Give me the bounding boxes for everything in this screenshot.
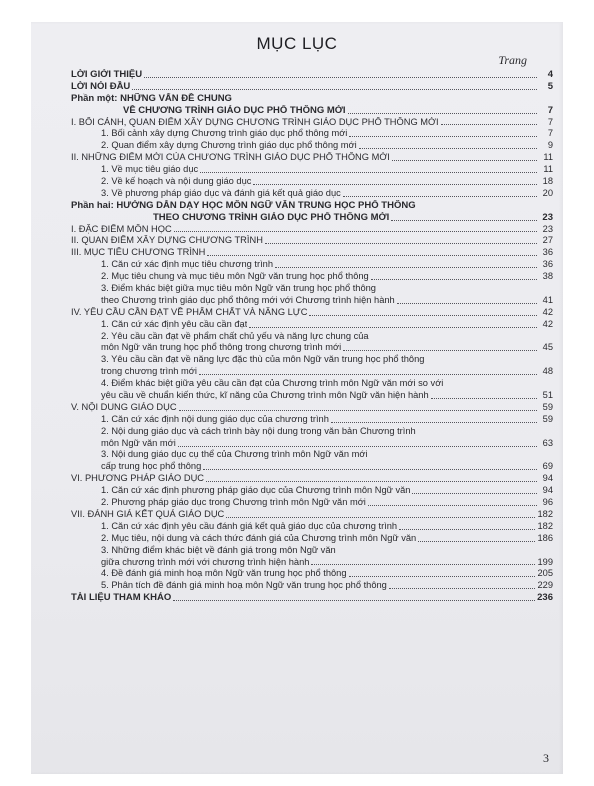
dot-leader bbox=[178, 446, 537, 447]
dot-leader bbox=[412, 493, 537, 494]
toc-entry-page-number: 42 bbox=[542, 306, 553, 317]
toc-entry-title: 4. Đề đánh giá minh hoạ môn Ngữ văn trung học phổ thông bbox=[101, 568, 347, 579]
dot-leader bbox=[207, 255, 537, 256]
toc-entry-title: V. NỘI DUNG GIÁO DỤC bbox=[71, 401, 177, 412]
dot-leader bbox=[253, 184, 537, 185]
toc-entry bbox=[71, 438, 553, 450]
dot-leader bbox=[173, 600, 535, 601]
dot-leader bbox=[392, 160, 537, 161]
toc-entry-title: I. ĐẶC ĐIỂM MÔN HỌC bbox=[71, 223, 172, 234]
dot-leader bbox=[349, 136, 537, 137]
toc-entry-title: TÀI LIỆU THAM KHẢO bbox=[71, 592, 172, 604]
toc-entry-title: Phần một: NHỮNG VẤN ĐỀ CHUNG bbox=[71, 92, 232, 104]
toc-entry bbox=[71, 105, 553, 117]
toc-entry bbox=[71, 521, 553, 533]
toc-entry-title: 2. Phương pháp giáo dục trong Chương trình môn Ngữ văn mới bbox=[101, 497, 366, 508]
toc-entry-page-number: 94 bbox=[542, 473, 553, 484]
dot-leader bbox=[311, 564, 535, 565]
dot-leader bbox=[371, 279, 537, 280]
toc-entry-page-number: 182 bbox=[537, 508, 553, 519]
toc-entry bbox=[71, 235, 553, 247]
toc-entry-title: theo Chương trình giáo dục phổ thông mới với Chương trình hiện hành bbox=[101, 294, 395, 305]
toc-entry-page-number: 27 bbox=[542, 235, 553, 246]
dot-leader bbox=[343, 196, 537, 197]
toc-entry-page-number: 42 bbox=[542, 318, 553, 329]
toc-entry-page-number: 38 bbox=[542, 271, 553, 282]
toc-entry bbox=[71, 473, 553, 485]
toc-entry bbox=[71, 319, 553, 331]
toc-entry-page-number: 23 bbox=[542, 223, 553, 234]
toc-entry bbox=[71, 497, 553, 509]
toc-entry-page-number: 36 bbox=[542, 259, 553, 270]
toc-entry-title: I. BỐI CẢNH, QUAN ĐIỂM XÂY DỰNG CHƯƠNG TRÌNH GIÁO DỤC PHỔ THÔNG MỚI bbox=[71, 116, 439, 127]
toc-entry bbox=[71, 188, 553, 200]
toc-entry-title: THEO CHƯƠNG TRÌNH GIÁO DỤC PHỔ THÔNG MỚI bbox=[153, 211, 390, 223]
toc-entry-page-number: 11 bbox=[543, 152, 553, 163]
toc-entry-title: 3. Những điểm khác biệt về đánh giá trong môn Ngữ văn bbox=[101, 544, 336, 555]
dot-leader bbox=[309, 315, 537, 316]
dot-leader bbox=[391, 220, 537, 221]
toc-entry bbox=[71, 81, 553, 93]
dot-leader bbox=[132, 89, 537, 90]
toc-entry-title: Phần hai: HƯỚNG DẪN DẠY HỌC MÔN NGỮ VĂN TRUNG HỌC PHỔ THÔNG bbox=[71, 199, 416, 211]
toc-entry bbox=[71, 247, 553, 259]
toc-entry-page-number: 4 bbox=[547, 68, 553, 80]
toc-entry-title: cấp trung học phổ thông bbox=[101, 461, 202, 472]
toc-entry-page-number: 51 bbox=[542, 390, 553, 401]
toc-entry-page-number: 69 bbox=[542, 461, 553, 472]
toc-entry-page-number: 7 bbox=[547, 116, 553, 127]
toc-entry-page-number: 182 bbox=[537, 520, 553, 531]
toc-entry bbox=[71, 509, 553, 521]
toc-entry-title: II. NHỮNG ĐIỂM MỚI CỦA CHƯƠNG TRÌNH GIÁO DỤC PHỔ THÔNG MỚI bbox=[71, 152, 390, 163]
footer-page-number: 3 bbox=[543, 751, 549, 765]
dot-leader bbox=[199, 374, 537, 375]
toc-entry-title: yêu cầu về chuẩn kiến thức, kĩ năng của Chương trình môn Ngữ văn hiện hành bbox=[101, 390, 429, 401]
toc-entry-page-number: 236 bbox=[537, 592, 553, 604]
dot-leader bbox=[441, 124, 537, 125]
toc-entry-title: môn Ngữ văn trung học phổ thông trong chương trình mới bbox=[101, 342, 342, 353]
dot-leader bbox=[275, 267, 537, 268]
toc-entry-title: môn Ngữ văn mới bbox=[101, 437, 176, 448]
toc-entry-title: IV. YÊU CẦU CẦN ĐẠT VỀ PHẨM CHẤT VÀ NĂNG LỰC bbox=[71, 306, 308, 317]
toc-entry bbox=[71, 533, 553, 545]
dot-leader bbox=[206, 481, 537, 482]
toc-entry bbox=[71, 200, 553, 212]
toc-entry-title: VỀ CHƯƠNG TRÌNH GIÁO DỤC PHỔ THÔNG MỚI bbox=[123, 104, 346, 116]
toc-entry bbox=[71, 402, 553, 414]
toc-entry-page-number: 205 bbox=[537, 568, 553, 579]
toc-entry-page-number: 9 bbox=[547, 140, 553, 151]
toc-entry bbox=[71, 93, 553, 105]
toc-entry-title: 2. Quan điểm xây dựng Chương trình giáo dục phổ thông mới bbox=[101, 140, 357, 151]
toc-entry bbox=[71, 426, 553, 438]
toc-entry-page-number: 96 bbox=[542, 497, 553, 508]
dot-leader bbox=[226, 517, 535, 518]
toc-entry bbox=[71, 283, 553, 295]
toc-entry-page-number: 41 bbox=[542, 294, 553, 305]
toc-entry-title: 2. Nội dung giáo dục và cách trình bày nội dung trong văn bản Chương trình bbox=[101, 425, 416, 436]
toc-entry bbox=[71, 164, 553, 176]
toc-entry-title: trong chương trình mới bbox=[101, 366, 197, 377]
toc-entry-title: 3. Về phương pháp giáo dục và đánh giá kết quả giáo dục bbox=[101, 187, 341, 198]
toc-entry-title: LỜI NÓI ĐẦU bbox=[71, 80, 131, 92]
toc-entry bbox=[71, 557, 553, 569]
toc-entry bbox=[71, 545, 553, 557]
toc-entry-page-number: 229 bbox=[537, 580, 553, 591]
toc-entry-title: 3. Nội dung giáo dục cụ thể của Chương trình môn Ngữ văn mới bbox=[101, 449, 368, 460]
toc-entry-title: 5. Phân tích đề đánh giá minh hoạ môn Ngữ văn trung học phổ thông bbox=[101, 580, 387, 591]
dot-leader bbox=[418, 541, 535, 542]
toc-entry-title: 1. Căn cứ xác định yêu cầu cần đạt bbox=[101, 318, 248, 329]
toc-entry-title: III. MỤC TIÊU CHƯƠNG TRÌNH bbox=[71, 247, 206, 258]
toc-entry-page-number: 5 bbox=[547, 80, 553, 92]
dot-leader bbox=[397, 303, 537, 304]
toc-entry bbox=[71, 342, 553, 354]
toc-entry bbox=[71, 176, 553, 188]
toc-entry bbox=[71, 307, 553, 319]
dot-leader bbox=[179, 410, 537, 411]
toc-entry bbox=[71, 485, 553, 497]
dot-leader bbox=[331, 422, 537, 423]
dot-leader bbox=[431, 398, 537, 399]
dot-leader bbox=[349, 576, 536, 577]
toc-entry-page-number: 7 bbox=[547, 128, 553, 139]
toc-entry-title: VII. ĐÁNH GIÁ KẾT QUẢ GIÁO DỤC bbox=[71, 508, 225, 519]
toc-entry-page-number: 11 bbox=[543, 164, 553, 175]
toc-entry bbox=[71, 69, 553, 81]
toc-entry-title: 2. Về kế hoạch và nội dung giáo dục bbox=[101, 176, 252, 186]
toc-entry-title: 2. Mục tiêu chung và mục tiêu môn Ngữ văn trung học phổ thông bbox=[101, 271, 369, 282]
toc-entry-title: 1. Căn cứ xác định mục tiêu chương trình bbox=[101, 259, 274, 270]
toc-entry-title: 2. Yêu cầu cần đạt về phẩm chất chủ yếu và năng lực chung của bbox=[101, 330, 369, 341]
toc-entry bbox=[71, 331, 553, 343]
dot-leader bbox=[203, 469, 537, 470]
dot-leader bbox=[144, 77, 537, 78]
dot-leader bbox=[399, 529, 535, 530]
toc-entry-title: 1. Căn cứ xác định phương pháp giáo dục của Chương trình môn Ngữ văn bbox=[101, 485, 411, 496]
toc-entry bbox=[71, 461, 553, 473]
page-column-label: Trang bbox=[498, 53, 527, 67]
toc-entry bbox=[71, 128, 553, 140]
toc-entry bbox=[71, 224, 553, 236]
toc-entry-page-number: 63 bbox=[542, 437, 553, 448]
dot-leader bbox=[174, 231, 537, 232]
toc-entry bbox=[71, 378, 553, 390]
toc-entry bbox=[71, 295, 553, 307]
toc-entry-title: 1. Bối cảnh xây dựng Chương trình giáo dục phổ thông mới bbox=[101, 128, 348, 139]
dot-leader bbox=[343, 350, 537, 351]
toc-entry bbox=[71, 580, 553, 592]
toc-entry-title: 1. Về mục tiêu giáo dục bbox=[101, 164, 199, 175]
toc-entry-page-number: 186 bbox=[537, 532, 553, 543]
toc-entry-title: II. QUAN ĐIỂM XÂY DỰNG CHƯƠNG TRÌNH bbox=[71, 235, 263, 246]
dot-leader bbox=[348, 113, 537, 114]
toc-entry bbox=[71, 212, 553, 224]
page-title: MỤC LỤC bbox=[256, 34, 338, 53]
toc-entry-page-number: 59 bbox=[542, 413, 553, 424]
toc-entry bbox=[71, 271, 553, 283]
toc-entry-title: LỜI GIỚI THIỆU bbox=[71, 68, 143, 80]
dot-leader bbox=[249, 327, 537, 328]
dot-leader bbox=[368, 505, 537, 506]
toc-entry bbox=[71, 592, 553, 604]
toc-entry bbox=[71, 366, 553, 378]
toc-entry-page-number: 23 bbox=[542, 211, 553, 223]
toc-entry-page-number: 59 bbox=[542, 401, 553, 412]
toc-entry-title: 4. Điểm khác biệt giữa yêu cầu cần đạt của Chương trình môn Ngữ văn mới so với bbox=[101, 378, 444, 389]
toc-entry-page-number: 94 bbox=[542, 485, 553, 496]
toc-entry-page-number: 18 bbox=[542, 176, 553, 186]
toc-entry bbox=[71, 259, 553, 271]
toc-entry bbox=[71, 152, 553, 164]
toc-entry-title: 2. Mục tiêu, nội dung và cách thức đánh giá của Chương trình môn Ngữ văn bbox=[101, 532, 417, 543]
table-of-contents bbox=[71, 69, 553, 604]
book-page bbox=[31, 22, 563, 774]
toc-entry-page-number: 36 bbox=[542, 247, 553, 258]
dot-leader bbox=[359, 148, 537, 149]
toc-entry bbox=[71, 140, 553, 152]
toc-entry-title: giữa chương trình mới với chương trình hiện hành bbox=[101, 556, 310, 567]
toc-entry-title: 3. Yêu cầu cần đạt về năng lực đặc thù của môn Ngữ văn trung học phổ thông bbox=[101, 354, 425, 365]
dot-leader bbox=[389, 588, 536, 589]
toc-entry-title: 3. Điểm khác biệt giữa mục tiêu môn Ngữ văn trung học phổ thông bbox=[101, 283, 376, 294]
toc-entry bbox=[71, 450, 553, 462]
toc-entry-page-number: 20 bbox=[542, 187, 553, 198]
toc-entry-title: 1. Căn cứ xác định nội dung giáo dục của chương trình bbox=[101, 413, 329, 424]
toc-entry bbox=[71, 568, 553, 580]
toc-entry-page-number: 45 bbox=[542, 342, 553, 353]
toc-entry-page-number: 48 bbox=[542, 366, 553, 377]
toc-entry bbox=[71, 414, 553, 426]
dot-leader bbox=[200, 172, 537, 173]
toc-entry bbox=[71, 117, 553, 129]
toc-entry-title: VI. PHƯƠNG PHÁP GIÁO DỤC bbox=[71, 473, 205, 484]
toc-entry-page-number: 7 bbox=[547, 104, 553, 116]
toc-entry bbox=[71, 390, 553, 402]
toc-entry-title: 1. Căn cứ xác định yêu cầu đánh giá kết quả giáo dục của chương trình bbox=[101, 520, 398, 531]
toc-entry-page-number: 199 bbox=[537, 556, 553, 567]
dot-leader bbox=[265, 243, 537, 244]
toc-entry bbox=[71, 354, 553, 366]
